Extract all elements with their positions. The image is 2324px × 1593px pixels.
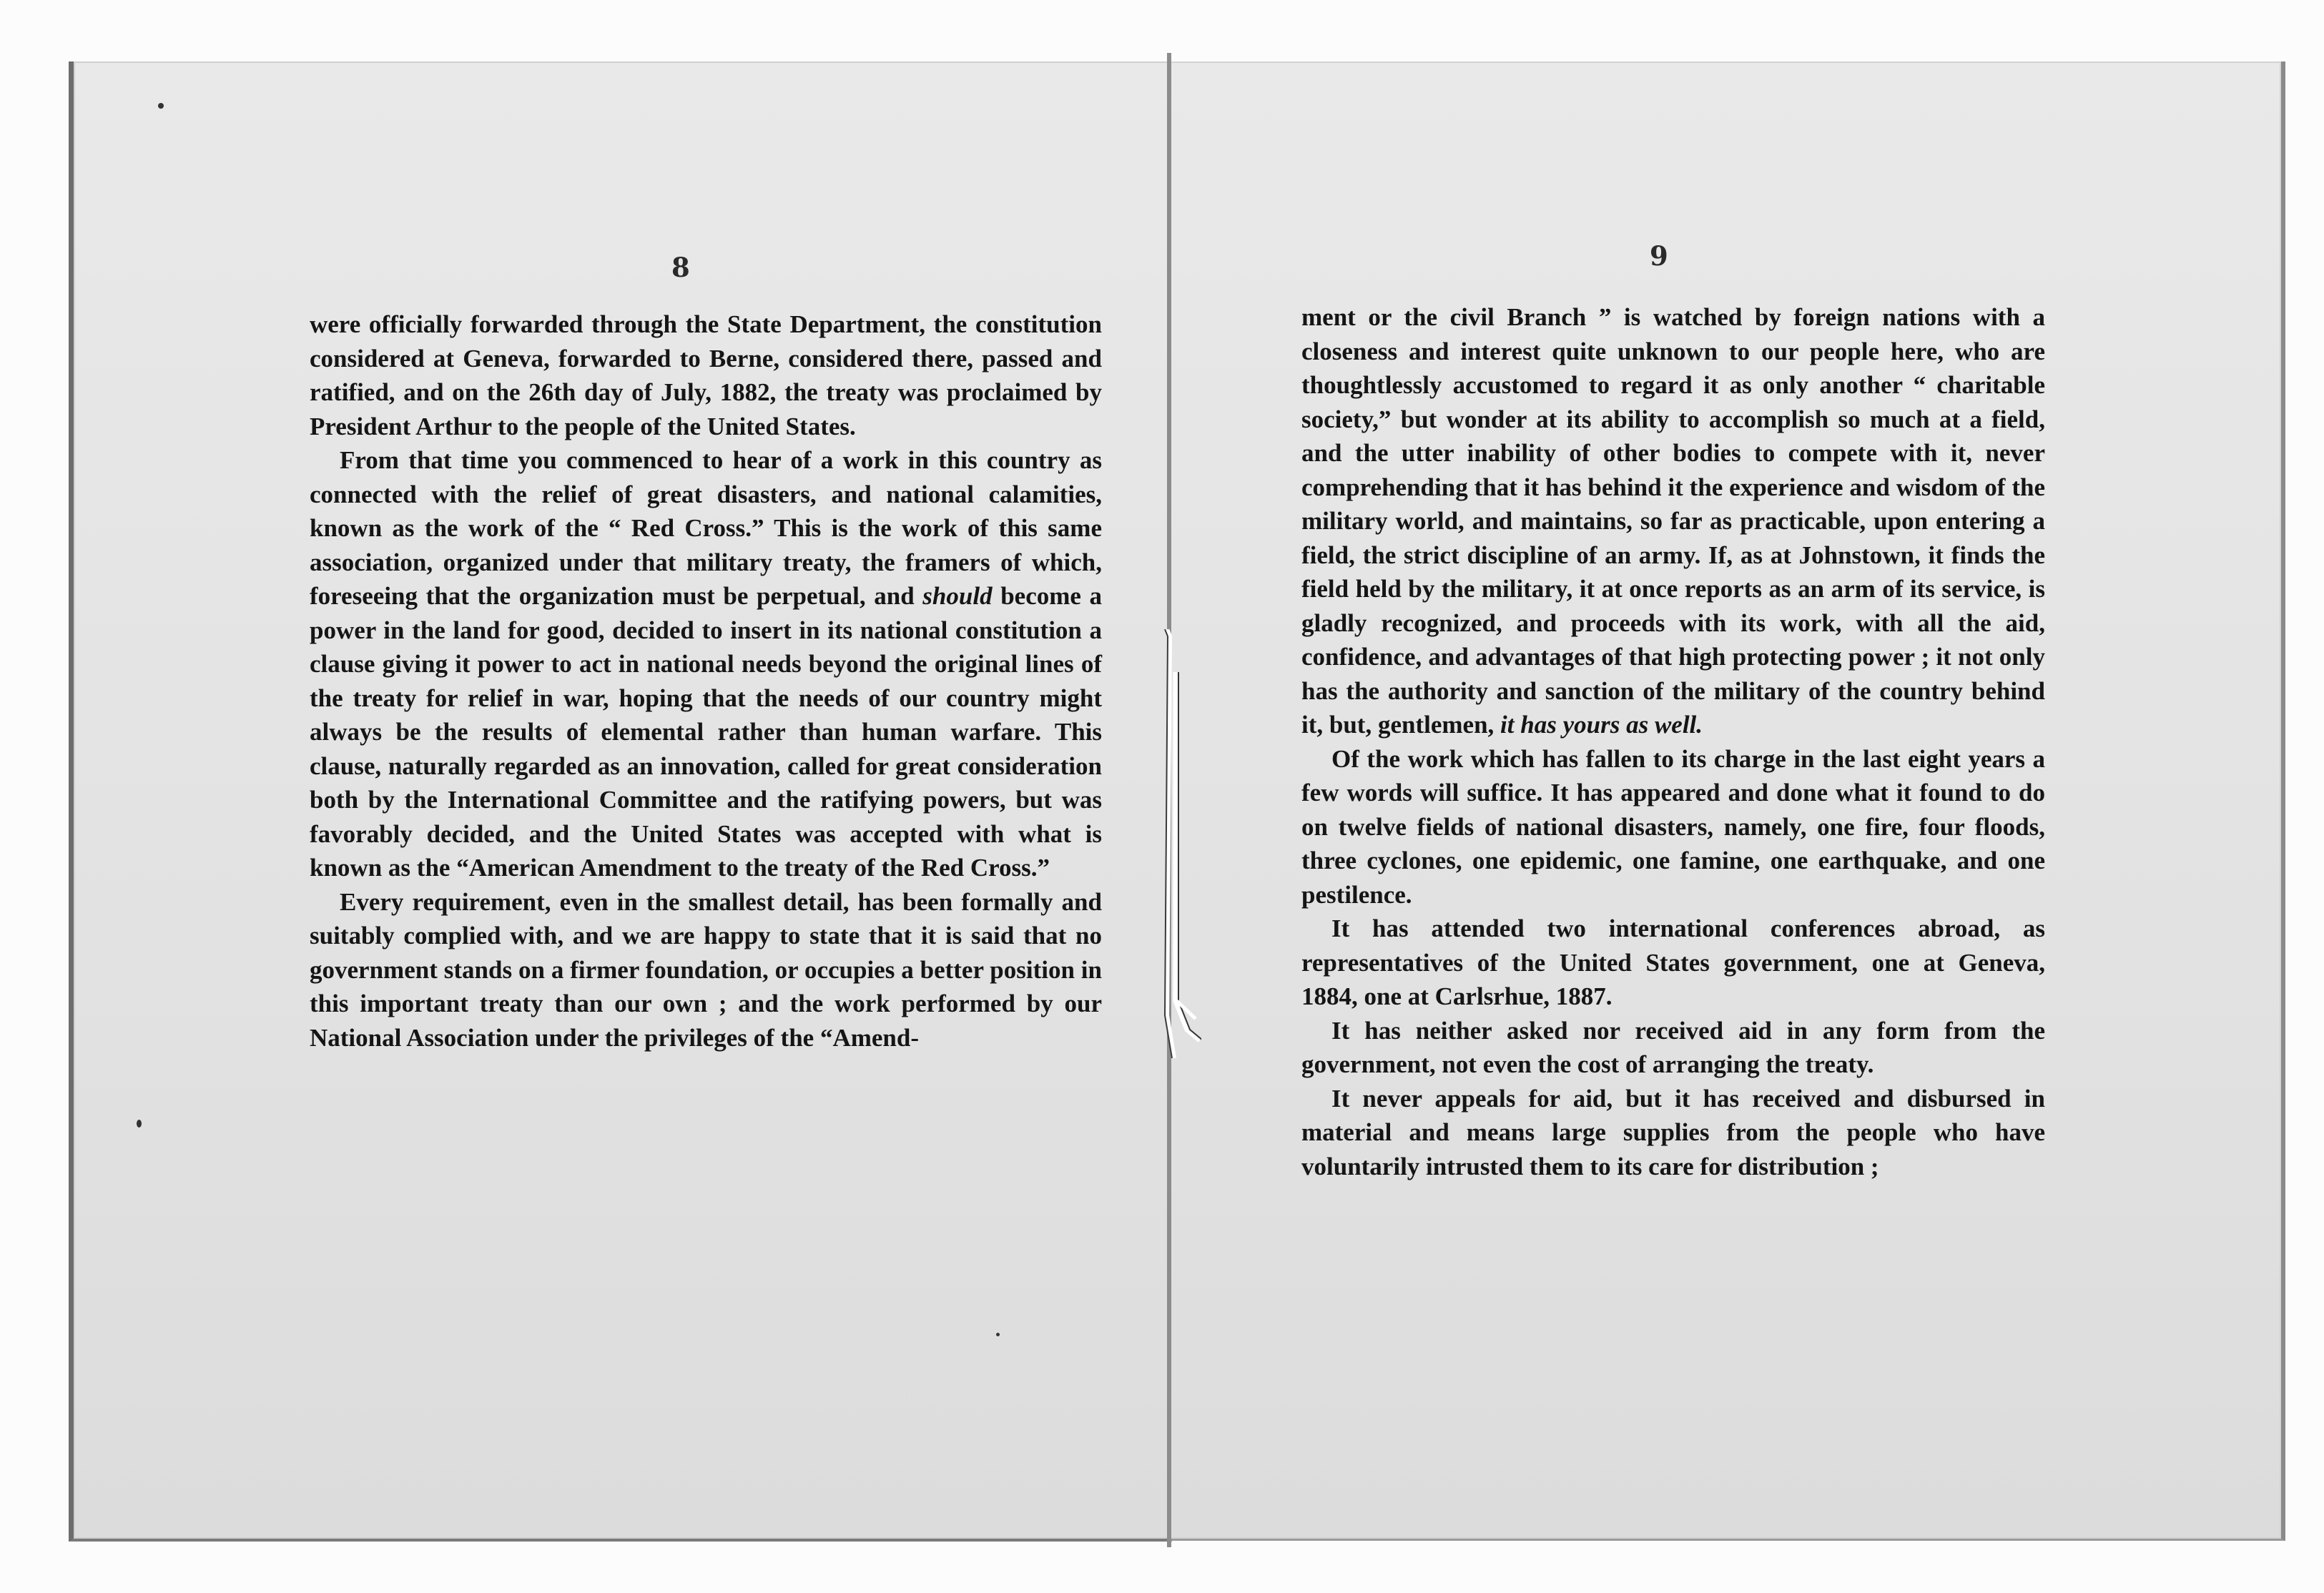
binding-thread <box>1158 629 1201 1058</box>
right-page <box>1167 61 2285 1541</box>
left-page <box>69 61 1172 1542</box>
ink-speck <box>137 1120 142 1128</box>
italic-emphasis: it has yours as well. <box>1500 711 1703 739</box>
left-page-text <box>310 307 1102 1055</box>
paragraph: were officially forwarded through the State Department, the constitution considered at Geneva, forwarded to Berne, considered there, passed and ratified, and on the 26th day of July, 1882, the treaty was proclaimed by President Arthur to the people of the United States. <box>310 310 1102 440</box>
italic-emphasis: should <box>922 582 993 610</box>
paragraph: Every requirement, even in the smallest detail, has been formally and suitably complied with, and we are happy to state that it is said that no government stands on a firmer foundation, or occupies a better position in this important treaty than our own ; and the work performed by our National Association under the privileges of the “Amend- <box>310 887 1102 1052</box>
paragraph: It has neither asked nor received aid in any form from the government, not even the cost of arranging the treaty. <box>1301 1016 2045 1078</box>
page-number-left: 8 <box>671 252 690 283</box>
paragraph: It never appeals for aid, but it has received and disbursed in material and means large supplies from the people who have voluntarily intrusted them to its care for distribution ; <box>1301 1084 2045 1180</box>
paragraph: It has attended two international conferences abroad, as representatives of the United States government, one at Geneva, 1884, one at Carlsrhue, 1887. <box>1301 914 2045 1010</box>
right-page-text <box>1301 300 2045 1183</box>
paragraph: From that time you commenced to hear of a work in this country as connected with the relief of great disasters, and national calamities, known as the work of the “ Red Cross.” This is the work of this same association, organized under that military treaty, the framers of which, foreseeing that the organization must be perpetual, and should become a power in the land for good, decided to insert in its national constitution a clause giving it power to act in national needs beyond the original lines of the treaty for relief in war, hoping that the needs of our country might always be the results of elemental rather than human warfare. This clause, naturally regarded as an innovation, called for great consideration both by the International Committee and the ratifying powers, but was favorably decided, and the United States was accepted with what is known as the “American Amendment to the treaty of the Red Cross.” <box>310 446 1103 882</box>
paragraph: Of the work which has fallen to its charge in the last eight years a few words will suffice. It has appeared and done what it found to do on twelve fields of national disasters, namely, one fire, four floods, three cyclones, one epidemic, one famine, one earthquake, and one pestilence. <box>1301 744 2045 909</box>
ink-speck <box>158 103 164 109</box>
paragraph: ment or the civil Branch ” is watched by foreign nations with a closeness and interest quite unknown to our people here, who are thoughtlessly accustomed to regard it as only another “ charitable society,” but wonder at its ability to accomplish so much at a field, and the utter inability of other bodies to compete with it, never comprehending that it has behind it the experience and wisdom of the military world, and maintains, so far as practicable, upon entering a field, the strict discipline of an army. If, as at Johnstown, it finds the field held by the military, it at once reports as an arm of its service, is gladly recognized, and proceeds with its work, with all the aid, confidence, and advantages of that high protecting power ; it not only has the authority and sanction of the military of the country behind it, but, gentlemen, it has yours as well. <box>1301 303 2045 739</box>
page-number-right: 9 <box>1650 240 1668 272</box>
ink-speck <box>996 1333 1000 1336</box>
